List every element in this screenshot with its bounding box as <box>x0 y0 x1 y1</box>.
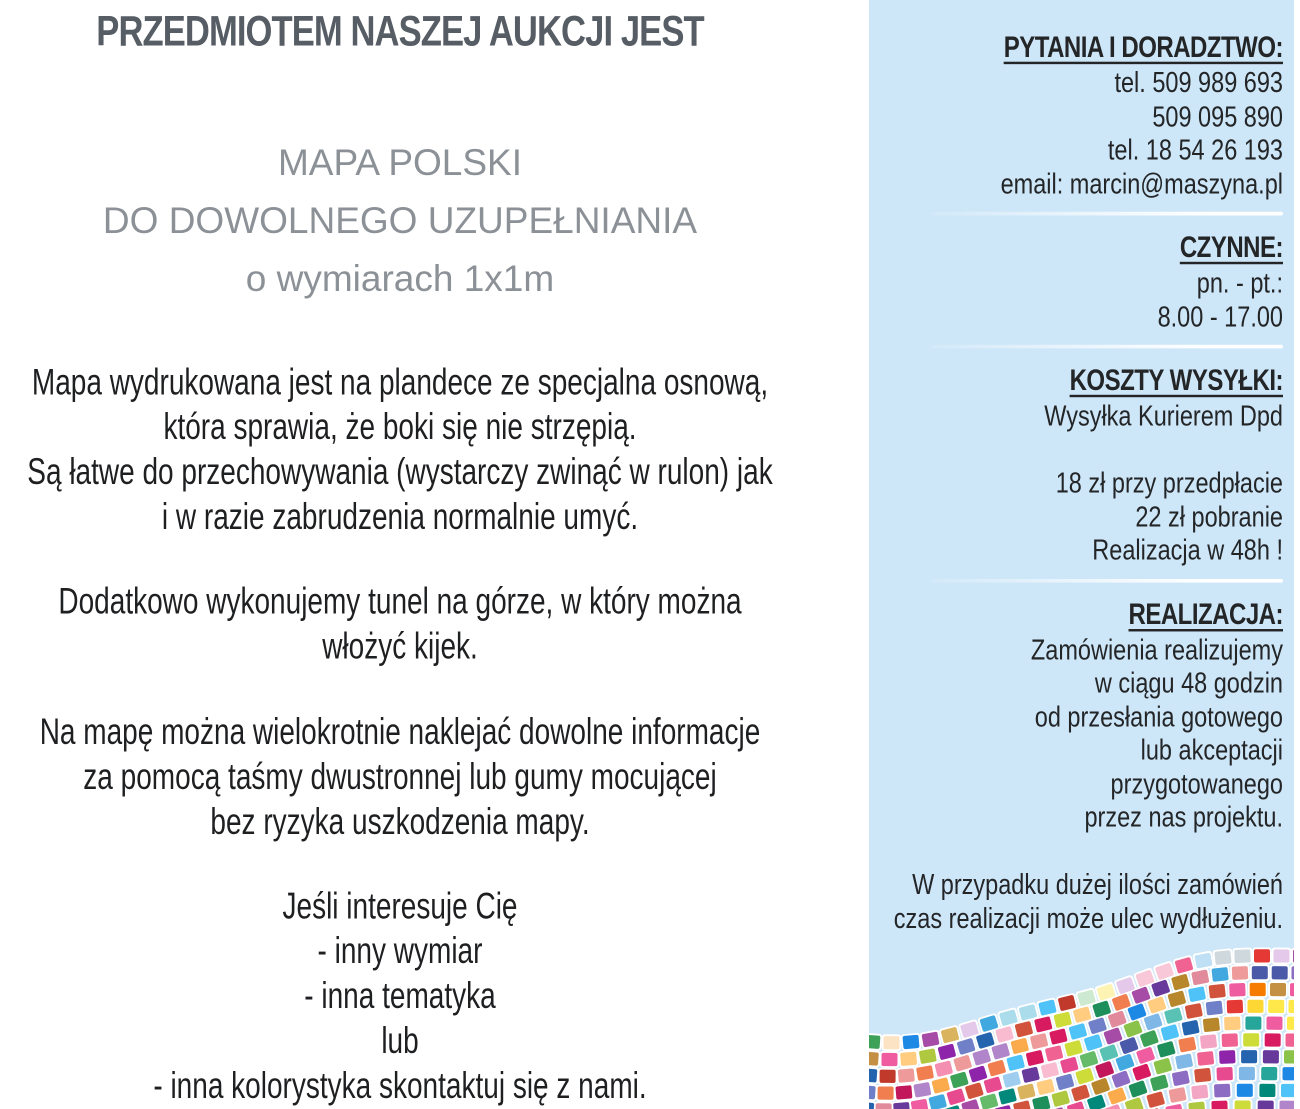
blank-line <box>869 835 1283 869</box>
section-divider <box>931 578 1283 582</box>
fulfillment-text: od przesłania gotowego <box>1034 700 1283 733</box>
fulfillment-note: W przypadku dużej ilości zamówień <box>912 868 1283 900</box>
section-contact <box>869 30 1283 201</box>
fulfillment-note: czas realizacji może ulec wydłużeniu. <box>893 901 1283 934</box>
shipping-price: 22 zł pobranie <box>1135 500 1283 533</box>
text-line: która sprawia, że boki się nie strzępią. <box>163 406 637 448</box>
text-line: włożyć kijek. <box>322 625 478 667</box>
shipping-price: 18 zł przy przedpłacie <box>1055 466 1283 499</box>
product-title-line: MAPA POLSKI <box>277 142 523 183</box>
text-line: - inny wymiar <box>317 930 483 972</box>
text-line: bez ryzyka uszkodzenia mapy. <box>210 800 590 842</box>
product-title-line: DO DOWOLNEGO UZUPEŁNIANIA <box>102 200 698 241</box>
fulfillment-text: Zamówienia realizujemy <box>1030 633 1283 666</box>
product-description <box>0 360 800 1109</box>
fulfillment-text: przez nas projektu. <box>1084 801 1283 833</box>
paragraph-material <box>0 360 800 540</box>
phone-number: 509 095 890 <box>1152 100 1283 132</box>
phone-number: tel. 18 54 26 193 <box>1107 133 1283 166</box>
fulfillment-text: w ciągu 48 godzin <box>1094 666 1283 699</box>
text-line: Jeśli interesuje Cię <box>282 885 518 927</box>
text-line: Na mapę można wielokrotnie naklejać dowolne informacje <box>39 710 761 752</box>
text-line: za pomocą taśmy dwustronnej lub gumy mocującej <box>83 755 717 797</box>
section-contact-heading: PYTANIA I DORADZTWO: <box>1003 31 1283 65</box>
product-title <box>0 134 800 308</box>
section-hours <box>869 230 1283 334</box>
email-address: email: marcin@maszyna.pl <box>1000 167 1283 199</box>
text-line: i w razie zabrudzenia normalnie umyć. <box>161 496 639 538</box>
paragraph-sticking <box>0 709 800 844</box>
color-mosaic-wave-graphic <box>869 943 1294 1109</box>
text-line: lub <box>381 1020 419 1062</box>
fulfillment-text: przygotowanego <box>1110 767 1283 800</box>
section-divider <box>931 212 1283 216</box>
info-sidebar <box>869 0 1294 1109</box>
product-title-line: o wymiarach 1x1m <box>245 258 555 299</box>
section-divider <box>931 345 1283 349</box>
paragraph-custom-options <box>0 884 800 1109</box>
text-line: - inna kolorystyka skontaktuj się z nami. <box>153 1065 647 1107</box>
text-line: Są łatwe do przechowywania (wystarczy zwinąć w rulon) jak <box>27 451 773 493</box>
shipping-method: Wysyłka Kurierem Dpd <box>1044 399 1283 432</box>
section-fulfillment-heading: REALIZACJA: <box>1128 597 1283 631</box>
fulfillment-text: lub akceptacji <box>1140 733 1283 766</box>
text-line: Mapa wydrukowana jest na plandece ze specjalna osnową, <box>31 361 769 403</box>
text-line: Dodatkowo wykonujemy tunel na górze, w który można <box>58 580 742 622</box>
page-title: PRZEDMIOTEM NASZEJ AUKCJI JEST <box>96 8 704 56</box>
section-hours-heading: CZYNNE: <box>1179 231 1283 265</box>
paragraph-tunnel <box>0 580 800 670</box>
sidebar-content <box>869 30 1283 935</box>
opening-hours: 8.00 - 17.00 <box>1157 300 1283 332</box>
section-fulfillment <box>869 597 1283 936</box>
shipping-note: Realizacja w 48h ! <box>1092 533 1283 566</box>
text-line: - inna tematyka <box>304 975 496 1017</box>
blank-line <box>869 433 1283 467</box>
section-shipping <box>869 363 1283 567</box>
section-shipping-heading: KOSZTY WYSYŁKI: <box>1069 364 1283 398</box>
phone-number: tel. 509 989 693 <box>1114 66 1283 99</box>
opening-days: pn. - pt.: <box>1196 266 1283 299</box>
